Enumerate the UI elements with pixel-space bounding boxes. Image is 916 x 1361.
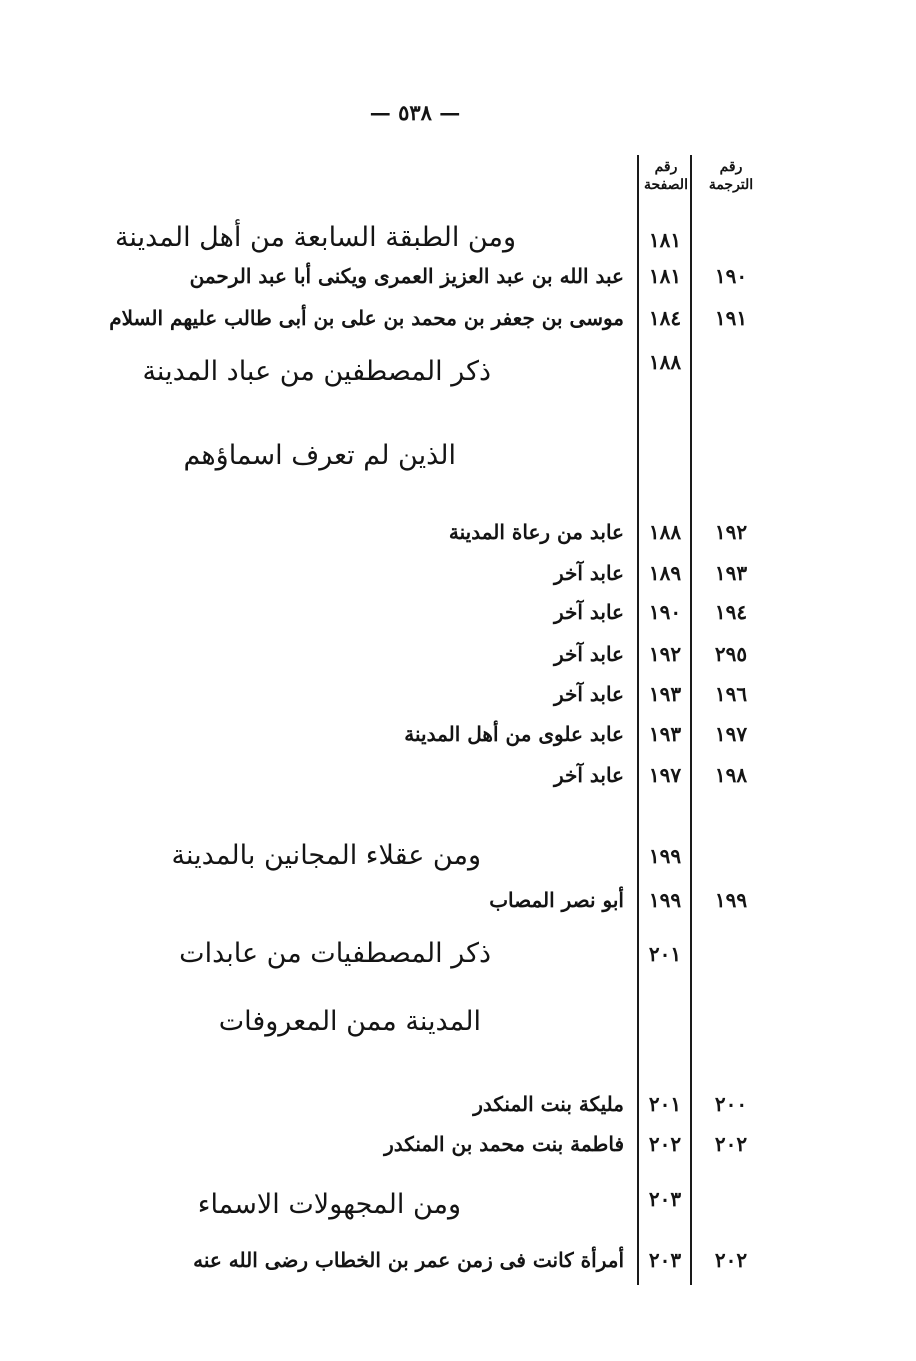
table-row xyxy=(0,520,916,560)
entry-page: ٢٠١ xyxy=(648,1092,682,1116)
entry-title: أمرأة كانت فى زمن عمر بن الخطاب رضى الله عنه xyxy=(193,1248,624,1272)
section-page: ١٨٨ xyxy=(648,350,682,374)
section-heading-row xyxy=(0,440,916,480)
entry-title: عبد الله بن عبد العزيز العمرى ويكنى أبا عبد الرحمن xyxy=(189,264,624,288)
page-number: — ٥٣٨ — xyxy=(369,100,461,125)
entry-page: ١٩٣ xyxy=(648,722,682,746)
section-heading: ومن الطبقة السابعة من أهل المدينة xyxy=(114,222,516,253)
entry-number: ١٩٦ xyxy=(714,682,748,706)
entry-number: ١٩٤ xyxy=(714,600,748,624)
table-row xyxy=(0,600,916,640)
entry-page: ١٨٨ xyxy=(648,520,682,544)
section-heading: ذكر المصطفيات من عابدات xyxy=(179,938,491,969)
section-heading-row xyxy=(0,840,916,880)
section-heading: ومن المجهولات الاسماء xyxy=(197,1189,461,1220)
entry-page: ١٩٣ xyxy=(648,682,682,706)
entry-title: عابد آخر xyxy=(553,600,624,624)
entry-title: مليكة بنت المنكدر xyxy=(473,1092,624,1116)
entry-title: عابد آخر xyxy=(553,561,624,585)
page-header-line1: رقم xyxy=(654,159,678,175)
table-row xyxy=(0,264,916,304)
entry-title: عابد آخر xyxy=(553,642,624,666)
entry-title: عابد آخر xyxy=(553,763,624,787)
section-page: ١٨١ xyxy=(648,228,682,252)
entry-number-column-header xyxy=(700,158,762,194)
table-row xyxy=(0,306,916,346)
entry-title: عابد من رعاة المدينة xyxy=(448,520,624,544)
entry-title: فاطمة بنت محمد بن المنكدر xyxy=(384,1132,624,1156)
entry-header-line2: الترجمة xyxy=(708,177,754,193)
entry-number: ١٩١ xyxy=(714,306,748,330)
section-heading-row xyxy=(0,222,916,262)
table-row xyxy=(0,722,916,762)
entry-number: ١٩٠ xyxy=(714,264,748,288)
section-page: ٢٠٣ xyxy=(648,1187,682,1211)
entry-number: ١٩٩ xyxy=(714,888,748,912)
entry-header-line1: رقم xyxy=(719,159,743,175)
table-row xyxy=(0,763,916,803)
entry-page: ١٩٩ xyxy=(648,888,682,912)
section-heading-row xyxy=(0,1006,916,1046)
section-heading: ومن عقلاء المجانين بالمدينة xyxy=(171,840,481,871)
table-row xyxy=(0,1248,916,1288)
section-heading-row xyxy=(0,1185,916,1225)
entry-number: ١٩٧ xyxy=(714,722,748,746)
entry-number: ٢٩٥ xyxy=(714,642,748,666)
entry-page: ١٨١ xyxy=(648,264,682,288)
table-row xyxy=(0,1092,916,1132)
entry-page: ٢٠٢ xyxy=(648,1132,682,1156)
entry-title: عابد آخر xyxy=(553,682,624,706)
page-header-line2: الصفحة xyxy=(644,177,688,193)
section-heading-row xyxy=(0,350,916,390)
entry-page: ١٩٢ xyxy=(648,642,682,666)
section-page: ١٩٩ xyxy=(648,844,682,868)
entry-page: ١٩٧ xyxy=(648,763,682,787)
entry-number: ١٩٣ xyxy=(714,561,748,585)
entry-number: ٢٠٢ xyxy=(714,1132,748,1156)
entry-page: ٢٠٣ xyxy=(648,1248,682,1272)
section-heading: المدينة ممن المعروفات xyxy=(218,1006,481,1037)
entry-title: عابد علوى من أهل المدينة xyxy=(404,722,624,746)
page-number-column-header xyxy=(642,158,690,194)
table-row xyxy=(0,682,916,722)
section-heading-row xyxy=(0,938,916,978)
table-row xyxy=(0,888,916,928)
table-row xyxy=(0,561,916,601)
section-heading: ذكر المصطفين من عباد المدينة xyxy=(142,356,491,387)
section-page: ٢٠١ xyxy=(648,942,682,966)
entry-title: موسى بن جعفر بن محمد بن على بن أبى طالب عليهم السلام xyxy=(109,306,624,330)
entry-page: ١٨٩ xyxy=(648,561,682,585)
table-row xyxy=(0,642,916,682)
entry-number: ٢٠٠ xyxy=(714,1092,748,1116)
entry-page: ١٩٠ xyxy=(648,600,682,624)
entry-page: ١٨٤ xyxy=(648,306,682,330)
table-row xyxy=(0,1132,916,1172)
entry-number: ١٩٢ xyxy=(714,520,748,544)
section-heading: الذين لم تعرف اسماؤهم xyxy=(183,440,456,471)
entry-number: ١٩٨ xyxy=(714,763,748,787)
entry-number: ٢٠٢ xyxy=(714,1248,748,1272)
entry-title: أبو نصر المصاب xyxy=(489,888,624,912)
